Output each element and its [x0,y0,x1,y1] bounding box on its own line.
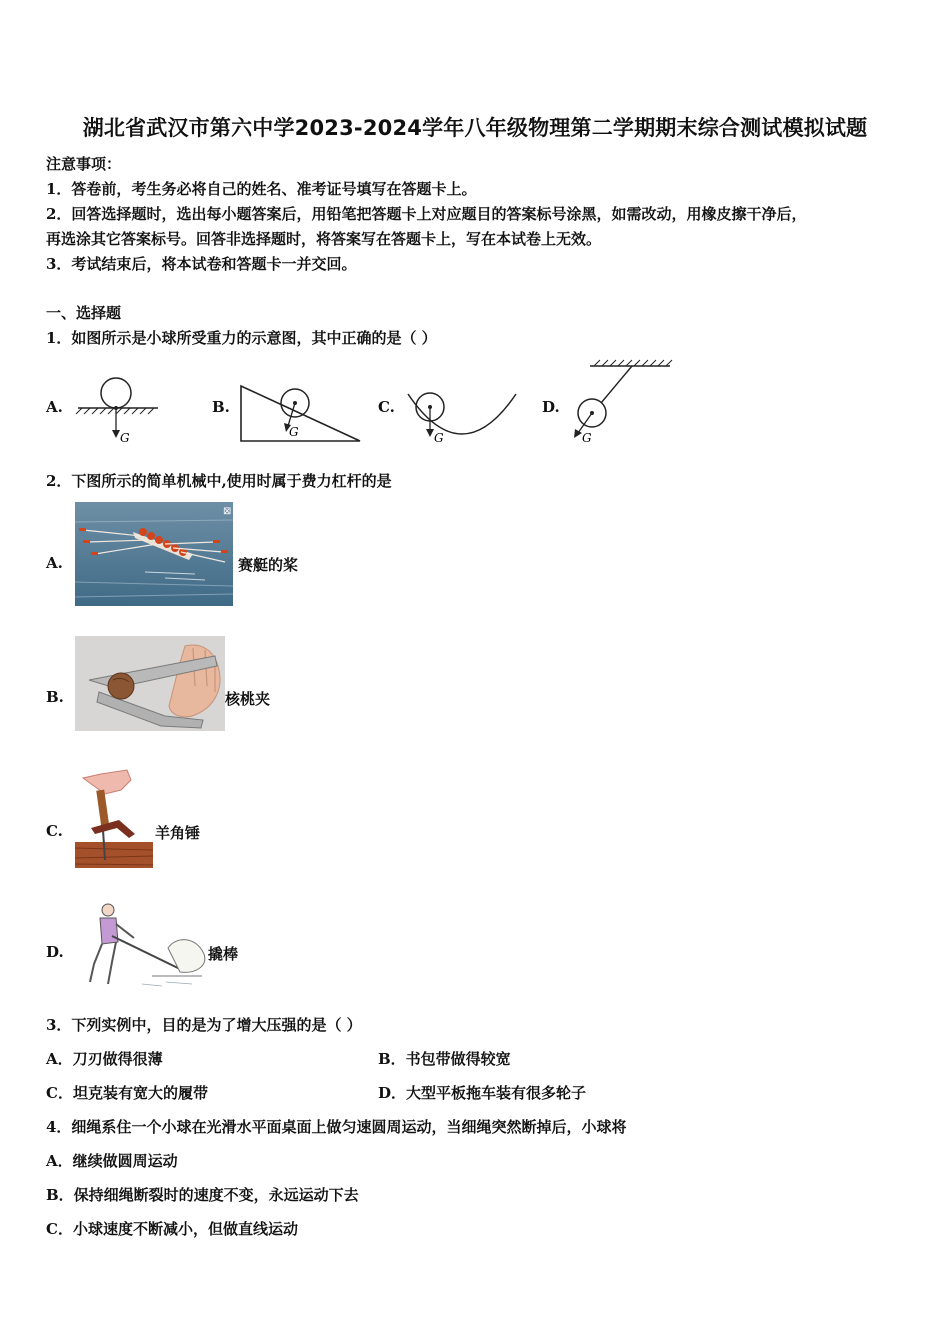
q1-d-force-label: G [582,431,592,445]
rowing-boat-image [75,502,233,606]
q3-stem: 3．下列实例中，目的是为了增大压强的是（ ） [46,1016,362,1034]
q4-option-c: C．小球速度不断减小，但做直线运动 [46,1220,298,1238]
q2-option-d-text: 撬棒 [208,945,239,963]
q4-option-a: A．继续做圆周运动 [46,1152,178,1170]
note-item: 2．回答选择题时，选出每小题答案后，用铅笔把答题卡上对应题目的答案标号涂黑，如需改动，用橡皮擦干净后， [46,205,807,223]
q2-option-c-label: C. [46,822,63,840]
claw-hammer-image [75,768,155,870]
section-heading: 一、选择题 [46,304,122,322]
page-title: 湖北省武汉市第六中学2023-2024学年八年级物理第二学期期末综合测试模拟试题 [82,116,868,140]
q1-option-d-figure [570,358,674,448]
q1-option-b-label: B. [212,398,230,416]
q1-a-force-label: G [120,431,130,445]
q2-option-d-label: D. [46,943,64,961]
q2-stem: 2．下图所示的简单机械中,使用时属于费力杠杆的是 [46,472,392,490]
q1-option-d-label: D. [542,398,560,416]
q2-option-b-label: B. [46,688,64,706]
q1-option-c-figure [404,374,522,446]
q1-option-b-figure [238,378,364,446]
q2-option-c-text: 羊角锤 [155,824,201,842]
note-item: 1．答卷前，考生务必将自己的姓名、准考证号填写在答题卡上。 [46,180,477,198]
q1-stem: 1．如图所示是小球所受重力的示意图，其中正确的是（ ） [46,329,437,347]
q4-option-b: B．保持细绳断裂时的速度不变，永远运动下去 [46,1186,359,1204]
svg-text:⊠: ⊠ [223,506,232,517]
q3-option-c: C．坦克装有宽大的履带 [46,1084,208,1102]
q3-option-a: A．刀刃做得很薄 [46,1050,163,1068]
q2-option-a-label: A. [46,554,63,572]
q1-b-force-label: G [289,425,299,439]
q2-option-a-text: 赛艇的桨 [238,556,299,574]
q3-option-b: B．书包带做得较宽 [378,1050,511,1068]
q1-option-a-figure [74,374,164,446]
note-item: 3．考试结束后，将本试卷和答题卡一并交回。 [46,255,357,273]
q2-option-b-text: 核桃夹 [225,690,271,708]
note-item: 再选涂其它答案标号。回答非选择题时，将答案写在答题卡上，写在本试卷上无效。 [46,230,602,248]
q3-option-d: D．大型平板拖车装有很多轮子 [378,1084,587,1102]
crowbar-image [72,902,208,994]
q1-option-c-label: C. [378,398,395,416]
q1-c-force-label: G [434,431,444,445]
nutcracker-image [75,636,225,731]
notes-heading: 注意事项： [46,155,122,173]
q1-option-a-label: A. [46,398,63,416]
q4-stem: 4．细绳系住一个小球在光滑水平面桌面上做匀速圆周运动，当细绳突然断掉后，小球将 [46,1118,627,1136]
